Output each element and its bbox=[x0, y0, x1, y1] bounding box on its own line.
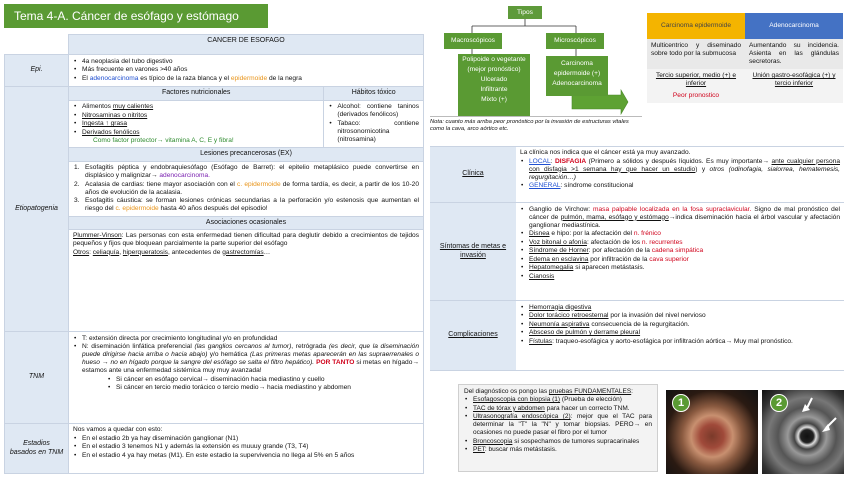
etio-content bbox=[69, 87, 424, 332]
others-text: Otros: celiaquía, hiperqueratosis, antecedentes de gastrectomías… bbox=[73, 248, 271, 256]
worse-prognosis: Peor pronostico bbox=[672, 92, 720, 100]
diagnosis-box: Del diagnóstico os pongo las pruebas FUNDAMENTALES: • Esofagoscopia con biopsia (1) (Prueba de elección) • TAC de tórax y abdomen para hacer un correcto TNM. • Ultrasonografía endoscópica (2): mejor que el TAC para determinar la "T" la "N" y tomar biopsias. PERO→ en ocasiones no puede pasar el fibro por el tumor • Broncoscopia si sospechamos de tumores supracarinales • PET: buscar más metástasis. bbox=[458, 384, 658, 472]
sintomas-label: Síntomas de metas e invasión bbox=[430, 203, 516, 301]
list-item: • 4a neoplasia del tubo digestivo bbox=[73, 58, 419, 66]
list-item: • Más frecuente en varones >40 años bbox=[73, 66, 419, 74]
list-item: • GENERAL: síndrome constitucional bbox=[520, 182, 840, 190]
list-item: • El adenocarcinoma es típico de la raza blanca y el epidermoide de la negra bbox=[73, 75, 419, 83]
list-item: • Nitrosaminas o nitritos bbox=[73, 112, 319, 120]
prognosis-note: Nota: cuanto más arriba peor pronóstico por la invasión de estructuras vitales como la cava, arco aórtico etc. bbox=[430, 116, 642, 133]
epi-content bbox=[69, 55, 424, 87]
adenocarcinoma-desc: Aumentando su incidencia. Asienta en las glándulas secretoras. bbox=[745, 39, 843, 69]
toxic-habits-header: Hábitos tóxico bbox=[324, 87, 423, 100]
list-item: • Si cáncer en tercio medio torácico o tercio medio→ hacia mediastino y abdomen bbox=[107, 384, 419, 392]
clinica-content: La clínica nos indica que el cáncer está ya muy avanzado. • LOCAL: DISFAGIA (Primero a sólidos y después líquidos. Es muy importante→ ante cualquier persona con disfagia >1 semana hay que hacer un estudio) y otros (odinofagia, sialorrea, hematemesis, regurgitación…) • GENERAL: síndrome constitucional bbox=[516, 147, 844, 203]
protector-note: Como factor protector→ vitamina A, C, E y fibra! bbox=[93, 137, 234, 145]
list-item: • Tabaco: contiene nitrosonornicotina (nitrosamina) bbox=[328, 120, 419, 144]
sintomas-content bbox=[516, 203, 844, 301]
tnm-label: TNM bbox=[5, 332, 69, 424]
list-item: 2. Acalasia de cardias: tiene mayor asociación con el c. epidermoide de forma tardía, es decir, a partir de los 10-20 años de evolución de la acalasia. bbox=[74, 180, 419, 196]
image-badge-2: 2 bbox=[770, 394, 788, 412]
macroscopic-list: Polipoide o vegetante (mejor pronóstico) Ulcerado Infiltrante Mixto (+) bbox=[458, 54, 530, 116]
list-item: • Voz bitonal o afonía: afectación de los n. recurrentes bbox=[520, 239, 840, 247]
list-item: • Neumonía aspirativa consecuencia de la regurgitación. bbox=[520, 321, 840, 329]
list-item: • LOCAL: DISFAGIA (Primero a sólidos y después líquidos. Es muy importante→ ante cualquier persona con disfagia >1 semana hay que hacer un estudio) y otros (odinofagia, sialorrea, hematemesis, regurgitación…) bbox=[520, 158, 840, 182]
esophagus-cancer-table bbox=[4, 34, 424, 474]
complicaciones-label: Complicaciones bbox=[430, 301, 516, 371]
endoscopy-image bbox=[666, 390, 758, 474]
list-item: • En el estadio 2b ya hay diseminación ganglionar (N1) bbox=[73, 435, 419, 443]
list-item: • Ingesta ↑ grasa bbox=[73, 120, 319, 128]
clinica-label: Clínica bbox=[430, 147, 516, 203]
tnm-content bbox=[69, 332, 424, 424]
stages-label: Estadios basados en TNM bbox=[5, 424, 69, 474]
epidermoid-location: Tercio superior, medio (+) e inferior Peor pronostico bbox=[647, 69, 745, 103]
echoendoscopy-image bbox=[762, 390, 844, 474]
types-box: Tipos bbox=[508, 6, 542, 19]
list-item: • TAC de tórax y abdomen para hacer un correcto TNM. bbox=[464, 405, 652, 413]
complicaciones-content bbox=[516, 301, 844, 371]
list-item: • En el estadio 4 ya hay metas (M1). En este estadio la supervivencia no llega al 5% en 5 años bbox=[73, 452, 419, 460]
list-item: 3. Esofagitis cáustica: se forman lesiones crónicas secundarias a la perforación y/o estenosis que aumentan el riesgo del c. epidermoide hasta 40 años después del episodio! bbox=[74, 197, 419, 213]
microscopic-box: Microscópicos bbox=[546, 33, 604, 49]
list-item: • Broncoscopia si sospechamos de tumores supracarinales bbox=[464, 438, 652, 446]
comparison-table bbox=[647, 13, 843, 103]
list-item: • Fístulas: traqueo-esofágica y aorto-esofágica por infiltración aórtica→ Muy mal pronóstico. bbox=[520, 338, 840, 346]
precancerous-header: Lesiones precancerosas (EX) bbox=[69, 148, 423, 162]
adenocarcinoma-location: Unión gastro-esofágica (+) y tercio inferior bbox=[745, 69, 843, 103]
list-item: • Disnea e hipo: por la afectación del n. frénico bbox=[520, 230, 840, 238]
stages-content: Nos vamos a quedar con esto: • En el estadio 2b ya hay diseminación ganglionar (N1) • En el estadio 3 tenemos N1 y además la extensión es muuuy grande (T3, T4) • En el estadio 4 ya hay metas (M1). En este estadio la supervivencia no llega al 5% en 5 años bbox=[69, 424, 424, 474]
clinical-table bbox=[430, 146, 844, 371]
microscopic-list: Carcinoma epidermoide (+) Adenocarcinoma bbox=[546, 56, 608, 96]
list-item: • Ultrasonografía endoscópica (2): mejor que el TAC para determinar la "T" la "N" y tomar biopsias. PERO→ en ocasiones no puede pasar el fibro por el tumor bbox=[464, 413, 652, 437]
etio-label: Etiopatogenia bbox=[5, 87, 69, 332]
list-item: • Cianosis bbox=[520, 273, 840, 281]
list-item: • Absceso de pulmón y derrame pleural bbox=[520, 329, 840, 337]
list-item: • Derivados fenólicos bbox=[73, 129, 319, 137]
list-item: • N: diseminación linfática preferencial (las ganglios cercanos al tumor), retrógrada (es decir, que la diseminación puede dirigirse hacia arriba o hacia abajo) y/o hemática (Las primeras metas aparecerán en las supraerrenales o hueso → no en hígado porque la sangre del esófago se salta el filtro hepático). POR TANTO si metas en hígado→ estamos ante una enfermedad sistémica muy muy avanzada! bbox=[73, 343, 419, 375]
list-item: • Alimentos muy calientes bbox=[73, 103, 319, 111]
epidermoid-header: Carcinoma epidermoide bbox=[647, 13, 745, 39]
epi-label: Epi. bbox=[5, 55, 69, 87]
table-header: CANCER DE ESOFAGO bbox=[69, 35, 424, 55]
list-item: • Dolor torácico retroesternal por la invasión del nivel nervioso bbox=[520, 312, 840, 320]
list-item: • Ganglio de Virchow: masa palpable localizada en la fosa supraclavicular. Signo de mal pronóstico del cáncer de pulmón, mama, esófago y estómago→indica diseminación hacia el árbol vascular y afectación ganglionar mediastínica. bbox=[520, 206, 840, 230]
list-item: • Edema en esclavina por infiltración de la cava superior bbox=[520, 256, 840, 264]
image-badge-1: 1 bbox=[672, 394, 690, 412]
plummer-vinson-text: Plummer-Vinson: Las personas con esta enfermedad tienen dificultad para deglutir debido a crecimientos de tejidos pequeños y fijos que bloquean parcialmente la parte superior del esófago bbox=[73, 232, 419, 248]
arrows-overlay bbox=[762, 390, 844, 474]
list-item: • PET: buscar más metástasis. bbox=[464, 446, 652, 454]
list-item: • Si cáncer en esófago cervical→ diseminación hacia mediastino y cuello bbox=[107, 376, 419, 384]
list-item: 1. Esofagitis péptica y endobraquiesófago (Esófago de Barret): el epitelio metaplásico puede convertirse en displásico y malignizar→ adenocarcinoma. bbox=[74, 164, 419, 180]
list-item: • T: extensión directa por crecimiento longitudinal y/o en profundidad bbox=[73, 335, 419, 343]
macroscopic-box: Macroscópicos bbox=[444, 33, 502, 49]
adenocarcinoma-header: Adenocarcinoma bbox=[745, 13, 843, 39]
list-item: • Esofagoscopia con biopsia (1) (Prueba de elección) bbox=[464, 396, 652, 404]
list-item: • Alcohol: contiene taninos (derivados fenólicos) bbox=[328, 103, 419, 119]
list-item: • Hemorragia digestiva bbox=[520, 304, 840, 312]
list-item: • En el estadio 3 tenemos N1 y además la extensión es muuuy grande (T3, T4) bbox=[73, 443, 419, 451]
associations-header: Asociaciones ocasionales bbox=[69, 216, 423, 230]
page-title: Tema 4-A. Cáncer de esófago y estómago bbox=[4, 4, 268, 28]
list-item: • Síndrome de Horner: por afectación de la cadena simpática bbox=[520, 247, 840, 255]
epidermoid-desc: Multicentrico y diseminado sobre todo por la submucosa bbox=[647, 39, 745, 69]
nutritional-factors-header: Factores nutricionales bbox=[69, 87, 324, 100]
list-item: • Hepatomegalia si aparecen metástasis. bbox=[520, 264, 840, 272]
